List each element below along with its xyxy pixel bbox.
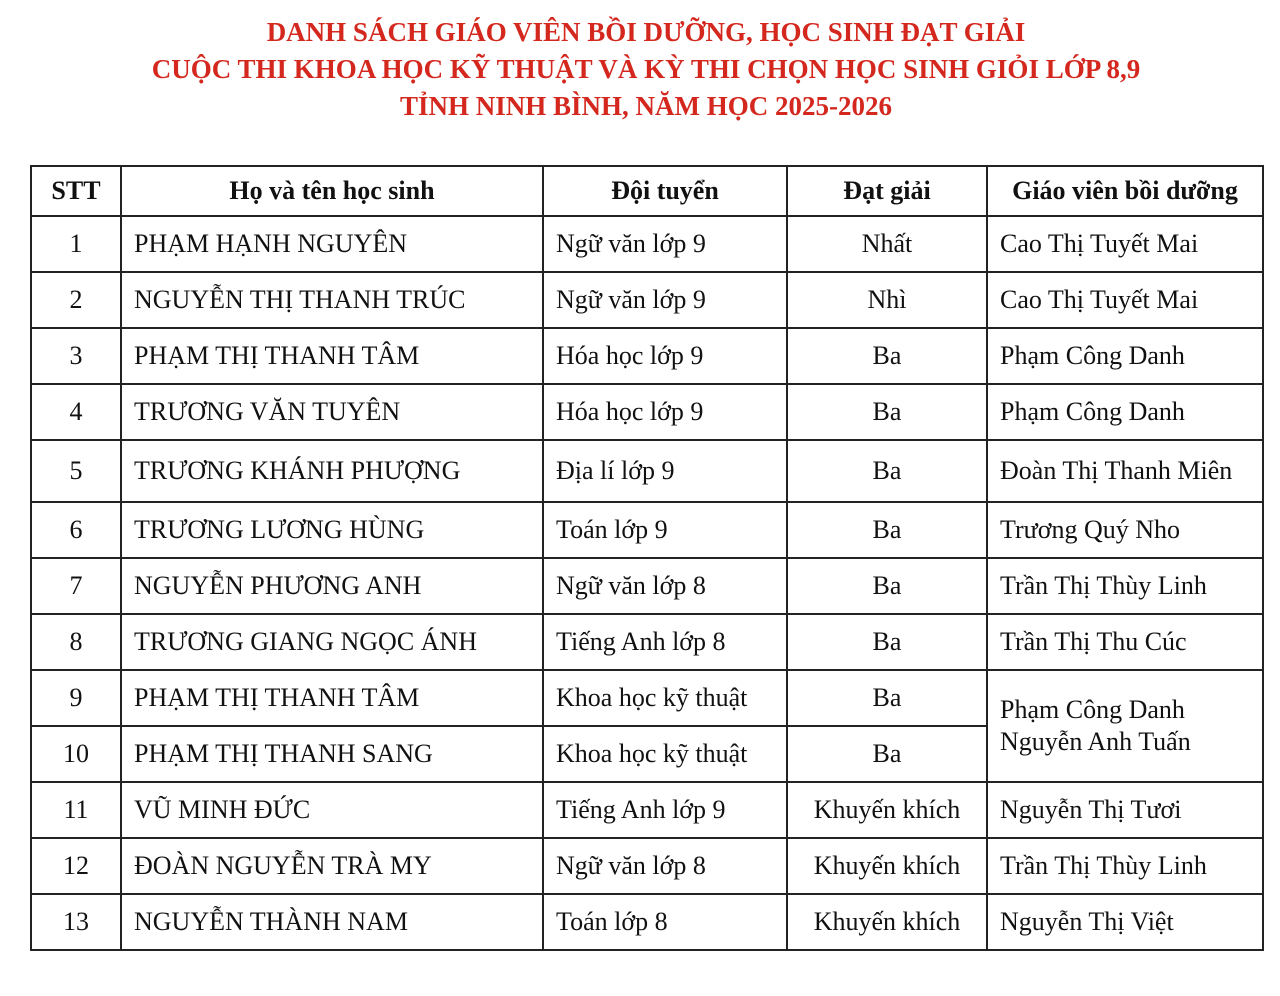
cell-teacher: Nguyễn Thị Việt xyxy=(987,894,1263,950)
table-row xyxy=(31,838,1263,894)
cell-award: Ba xyxy=(787,614,987,670)
cell-teacher: Cao Thị Tuyết Mai xyxy=(987,216,1263,272)
award-table xyxy=(30,165,1264,951)
cell-student-name: PHẠM THỊ THANH TÂM xyxy=(121,328,543,384)
cell-team: Ngữ văn lớp 8 xyxy=(543,558,787,614)
cell-teacher: Đoàn Thị Thanh Miên xyxy=(987,440,1263,502)
cell-teacher: Trương Quý Nho xyxy=(987,502,1263,558)
table-row xyxy=(31,384,1263,440)
cell-student-name: PHẠM THỊ THANH TÂM xyxy=(121,670,543,726)
cell-stt: 12 xyxy=(31,838,121,894)
cell-team: Toán lớp 9 xyxy=(543,502,787,558)
table-row xyxy=(31,894,1263,950)
cell-teacher: Phạm Công Danh xyxy=(987,328,1263,384)
cell-stt: 13 xyxy=(31,894,121,950)
cell-stt: 4 xyxy=(31,384,121,440)
cell-teacher: Cao Thị Tuyết Mai xyxy=(987,272,1263,328)
cell-teacher: Nguyễn Thị Tươi xyxy=(987,782,1263,838)
cell-team: Địa lí lớp 9 xyxy=(543,440,787,502)
title-line-1: DANH SÁCH GIÁO VIÊN BỒI DƯỠNG, HỌC SINH ĐẠT GIẢI xyxy=(266,17,1026,47)
cell-award: Ba xyxy=(787,670,987,726)
cell-stt: 2 xyxy=(31,272,121,328)
header-student-name: Họ và tên học sinh xyxy=(121,166,543,216)
cell-award: Ba xyxy=(787,502,987,558)
cell-award: Ba xyxy=(787,726,987,782)
teacher-line-2: Nguyễn Anh Tuấn xyxy=(1000,727,1191,756)
cell-team: Tiếng Anh lớp 8 xyxy=(543,614,787,670)
cell-team: Khoa học kỹ thuật xyxy=(543,670,787,726)
cell-stt: 9 xyxy=(31,670,121,726)
cell-award: Ba xyxy=(787,384,987,440)
cell-team: Ngữ văn lớp 9 xyxy=(543,272,787,328)
cell-teacher-merged xyxy=(987,670,1263,782)
cell-award: Khuyến khích xyxy=(787,782,987,838)
title-line-3: TỈNH NINH BÌNH, NĂM HỌC 2025-2026 xyxy=(399,91,892,121)
table-header-row xyxy=(31,166,1263,216)
cell-student-name: NGUYỄN THỊ THANH TRÚC xyxy=(121,272,543,328)
cell-student-name: TRƯƠNG LƯƠNG HÙNG xyxy=(121,502,543,558)
table-row xyxy=(31,272,1263,328)
cell-award: Nhì xyxy=(787,272,987,328)
cell-student-name: VŨ MINH ĐỨC xyxy=(121,782,543,838)
cell-award: Khuyến khích xyxy=(787,838,987,894)
cell-student-name: NGUYỄN PHƯƠNG ANH xyxy=(121,558,543,614)
cell-stt: 10 xyxy=(31,726,121,782)
cell-student-name: ĐOÀN NGUYỄN TRÀ MY xyxy=(121,838,543,894)
cell-team: Ngữ văn lớp 9 xyxy=(543,216,787,272)
cell-student-name: PHẠM HẠNH NGUYÊN xyxy=(121,216,543,272)
cell-stt: 11 xyxy=(31,782,121,838)
cell-student-name: TRƯƠNG GIANG NGỌC ÁNH xyxy=(121,614,543,670)
cell-teacher: Trần Thị Thùy Linh xyxy=(987,838,1263,894)
table-row xyxy=(31,614,1263,670)
document-title xyxy=(0,14,1280,125)
cell-stt: 1 xyxy=(31,216,121,272)
title-line-2: CUỘC THI KHOA HỌC KỸ THUẬT VÀ KỲ THI CHỌN HỌC SINH GIỎI LỚP 8,9 xyxy=(151,54,1141,84)
table-row xyxy=(31,782,1263,838)
cell-award: Nhất xyxy=(787,216,987,272)
cell-team: Khoa học kỹ thuật xyxy=(543,726,787,782)
cell-teacher: Trần Thị Thu Cúc xyxy=(987,614,1263,670)
teacher-line-1: Phạm Công Danh xyxy=(1000,695,1185,724)
table-row xyxy=(31,216,1263,272)
header-award: Đạt giải xyxy=(787,166,987,216)
cell-award: Ba xyxy=(787,328,987,384)
cell-award: Khuyến khích xyxy=(787,894,987,950)
cell-team: Hóa học lớp 9 xyxy=(543,328,787,384)
table-row xyxy=(31,502,1263,558)
cell-teacher: Phạm Công Danh xyxy=(987,384,1263,440)
cell-team: Ngữ văn lớp 8 xyxy=(543,838,787,894)
header-stt: STT xyxy=(31,166,121,216)
cell-team: Toán lớp 8 xyxy=(543,894,787,950)
table-row xyxy=(31,558,1263,614)
cell-student-name: TRƯƠNG VĂN TUYÊN xyxy=(121,384,543,440)
cell-teacher: Trần Thị Thùy Linh xyxy=(987,558,1263,614)
table-row xyxy=(31,440,1263,502)
header-team: Đội tuyển xyxy=(543,166,787,216)
cell-award: Ba xyxy=(787,558,987,614)
cell-stt: 7 xyxy=(31,558,121,614)
table-row xyxy=(31,328,1263,384)
cell-stt: 3 xyxy=(31,328,121,384)
cell-team: Hóa học lớp 9 xyxy=(543,384,787,440)
cell-student-name: PHẠM THỊ THANH SANG xyxy=(121,726,543,782)
cell-stt: 6 xyxy=(31,502,121,558)
header-teacher: Giáo viên bồi dưỡng xyxy=(987,166,1263,216)
cell-stt: 8 xyxy=(31,614,121,670)
cell-student-name: NGUYỄN THÀNH NAM xyxy=(121,894,543,950)
table-row xyxy=(31,670,1263,726)
cell-team: Tiếng Anh lớp 9 xyxy=(543,782,787,838)
cell-student-name: TRƯƠNG KHÁNH PHƯỢNG xyxy=(121,440,543,502)
cell-award: Ba xyxy=(787,440,987,502)
cell-stt: 5 xyxy=(31,440,121,502)
